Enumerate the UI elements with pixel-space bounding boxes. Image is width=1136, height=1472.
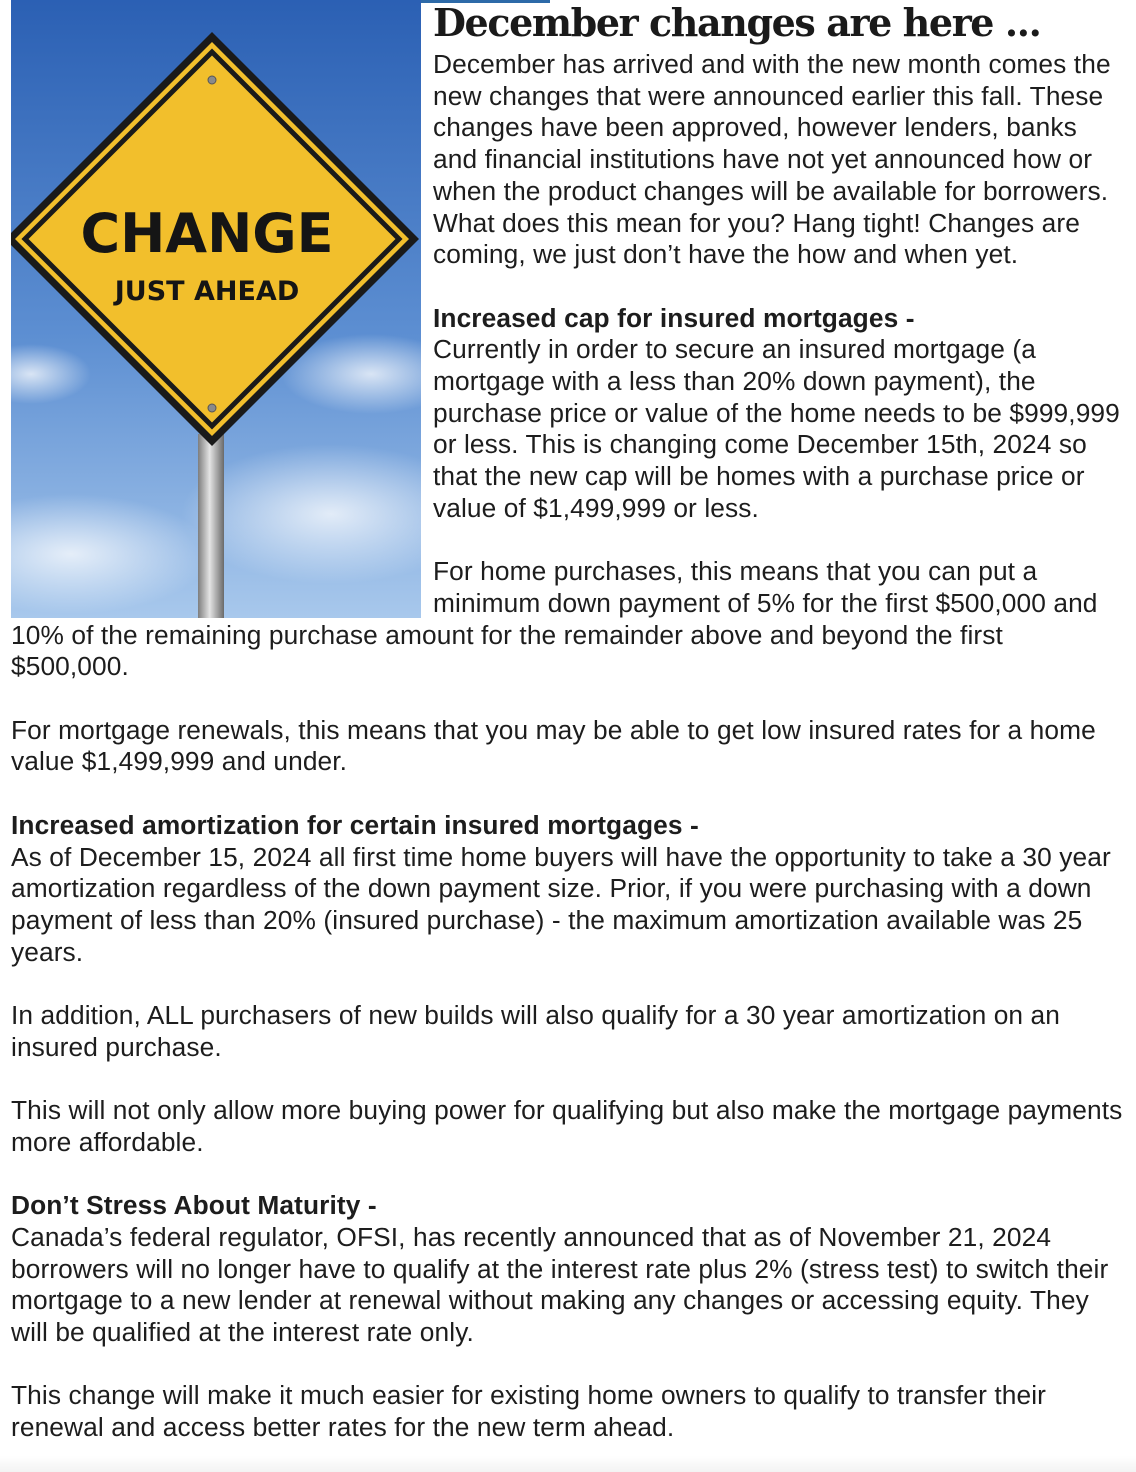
road-sign-illustration bbox=[11, 0, 421, 618]
section-heading: Increased cap for insured mortgages - bbox=[433, 302, 915, 333]
section-paragraph: This change will make it much easier for existing home owners to qualify to transfer their renewal and access better rates for the new term ahead. bbox=[11, 1380, 1047, 1443]
article-title: December changes are here ... bbox=[433, 0, 1041, 45]
sign-main-text: CHANGE bbox=[80, 202, 334, 265]
section-amortization bbox=[11, 810, 1126, 969]
section-paragraph: Currently in order to secure an insured mortgage (a mortgage with a less than 20% down payment), the purchase price or value of the home needs to be $999,999 or less. This is changing come December 15th, 2024 so that the new cap will be homes with a purchase price or value of $1,499,999 or less. bbox=[433, 334, 1120, 523]
change-ahead-sign-image bbox=[11, 0, 421, 618]
section-paragraph: For mortgage renewals, this means that you may be able to get low insured rates for a home value $1,499,999 and under. bbox=[11, 714, 1096, 777]
sign-pole bbox=[198, 434, 224, 618]
sign-sub-text: JUST AHEAD bbox=[114, 276, 300, 307]
section-heading: Increased amortization for certain insured mortgages - bbox=[11, 809, 699, 840]
section-paragraph: Canada’s federal regulator, OFSI, has recently announced that as of November 21, 2024 borrowers will no longer have to qualify at the interest rate plus 2% (stress test) to switch their mortgage to a new lender at renewal without making any changes or accessing equity. They will be qualified at the interest rate only. bbox=[11, 1221, 1109, 1348]
section-heading: Don’t Stress About Maturity - bbox=[11, 1190, 377, 1221]
section-paragraph: This will not only allow more buying power for qualifying but also make the mortgage payments more affordable. bbox=[11, 1095, 1123, 1157]
sign-bolt bbox=[208, 76, 216, 84]
section-paragraph: In addition, ALL purchasers of new builds will also qualify for a 30 year amortization on an insured purchase. bbox=[11, 1000, 1061, 1062]
sign-bolt bbox=[208, 404, 216, 412]
intro-paragraph: December has arrived and with the new month comes the new changes that were announced earlier this fall. These changes have been approved, however lenders, banks and financial institutions have not yet announced how or when the product changes will be available for borrowers. What does this mean for you? Hang tight! Changes are coming, we just don’t have the how and when yet. bbox=[433, 49, 1111, 270]
bottom-fade bbox=[0, 1456, 1136, 1472]
section-paragraph: For home purchases, this means that you can put a minimum down payment of 5% for the first $500,000 and 10% of the remaining purchase amount for the remainder above and beyond the first $500,000. bbox=[11, 556, 1098, 682]
section-paragraph: As of December 15, 2024 all first time home buyers will have the opportunity to take a 30 year amortization regardless of the down payment size. Prior, if you were purchasing with a down payment of less than 20% (insured purchase) - the maximum amortization available was 25 years. bbox=[11, 841, 1111, 967]
section-stress-test bbox=[11, 1190, 1126, 1349]
